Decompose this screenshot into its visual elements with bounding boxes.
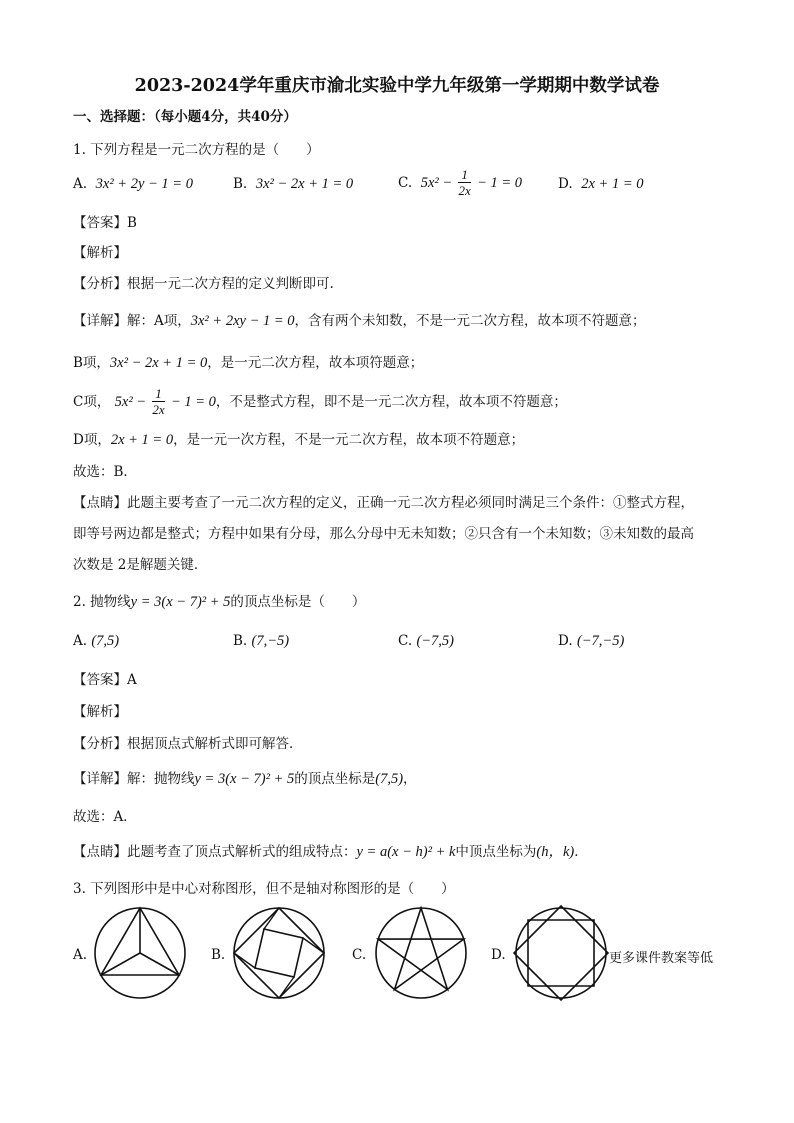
q3-label-b: B. — [211, 947, 226, 963]
q1-fenxi: 【分析】根据一元二次方程的定义判断即可. — [73, 276, 334, 292]
q2-detail: 【详解】解：抛物线y = 3(x − 7)² + 5的顶点坐标是(7,5)， — [73, 771, 417, 787]
q1-detail-a: 【详解】解：A项，3x² + 2xy − 1 = 0，含有两个未知数，不是一元二次方程，故本项不符题意； — [73, 313, 646, 329]
q3-stem: 3. 下列图形中是中心对称图形，但不是轴对称图形的是（ ） — [73, 881, 455, 897]
q2-stem: 2. 抛物线y = 3(x − 7)² + 5的顶点坐标是（ ） — [73, 594, 366, 610]
q1-detail-b: B项，3x² − 2x + 1 = 0，是一元二次方程，故本项符题意； — [73, 355, 424, 371]
q2-answer: 【答案】A — [73, 672, 137, 688]
q3-figure-d-circle-octagram — [509, 905, 613, 1001]
q1-option-a: A. 3x² + 2y − 1 = 0 — [73, 176, 193, 192]
q2-choose: 故选：A． — [73, 809, 137, 825]
q3-label-d: D. — [491, 947, 506, 963]
q1-option-b: B. 3x² − 2x + 1 = 0 — [233, 176, 354, 192]
q2-option-b: B. (7,−5) — [233, 633, 290, 649]
q2-fenxi: 【分析】根据顶点式解析式即可解答． — [73, 736, 303, 752]
q3-figure-a-circle-triangle — [88, 905, 192, 1001]
q3-label-c: C. — [352, 947, 367, 963]
q1-stem: 1. 下列方程是一元二次方程的是（ ） — [73, 142, 320, 158]
q1-detail-d: D项，2x + 1 = 0，是一元一次方程，不是一元二次方程，故本项不符题意； — [73, 432, 525, 448]
q3-label-a: A. — [73, 947, 88, 963]
q3-figure-c-circle-star — [369, 905, 473, 1001]
q2-option-d: D. (−7,−5) — [558, 633, 625, 649]
q2-analysis-heading: 【解析】 — [73, 704, 127, 720]
q1-option-c: C. 5x² − $\frac{1}{2x}$ − 1 = 0 — [398, 167, 523, 198]
page-title: 2023-2024学年重庆市渝北实验中学九年级第一学期期中数学试卷 — [134, 76, 660, 96]
section-heading: 一、选择题：（每小题4分，共40分） — [73, 109, 297, 125]
q1-dianjing-line1: 【点睛】此题主要考查了一元二次方程的定义，正确一元二次方程必须同时满足三个条件：①整式方程， — [73, 495, 694, 511]
q1-detail-c: C项， 5x² − $\frac{1}{2x}$ − 1 = 0，不是整式方程，即不是一元二次方程，故本项不符题意； — [73, 386, 567, 417]
q1-analysis-heading: 【解析】 — [73, 245, 127, 261]
q1-choose: 故选：B． — [73, 464, 137, 480]
q2-dianjing: 【点睛】此题考查了顶点式解析式的组成特点：y = a(x − h)² + k中顶点坐标为(h，k)． — [73, 844, 588, 860]
q3-side-note: 更多课件教案等低 — [609, 951, 714, 966]
q1-dianjing-line3: 次数是 2是解题关键． — [73, 557, 208, 573]
q2-option-c: C. (−7,5) — [398, 633, 455, 649]
q1-dianjing-line2: 即等号两边都是整式；方程中如果有分母，那么分母中无未知数；②只含有一个未知数；③未知数的最高 — [73, 526, 694, 542]
q3-figure-b-circle-squares — [227, 905, 331, 1001]
q1-answer: 【答案】B — [73, 215, 137, 231]
q2-option-a: A. (7,5) — [73, 633, 120, 649]
q1-option-d: D. 2x + 1 = 0 — [558, 176, 644, 192]
